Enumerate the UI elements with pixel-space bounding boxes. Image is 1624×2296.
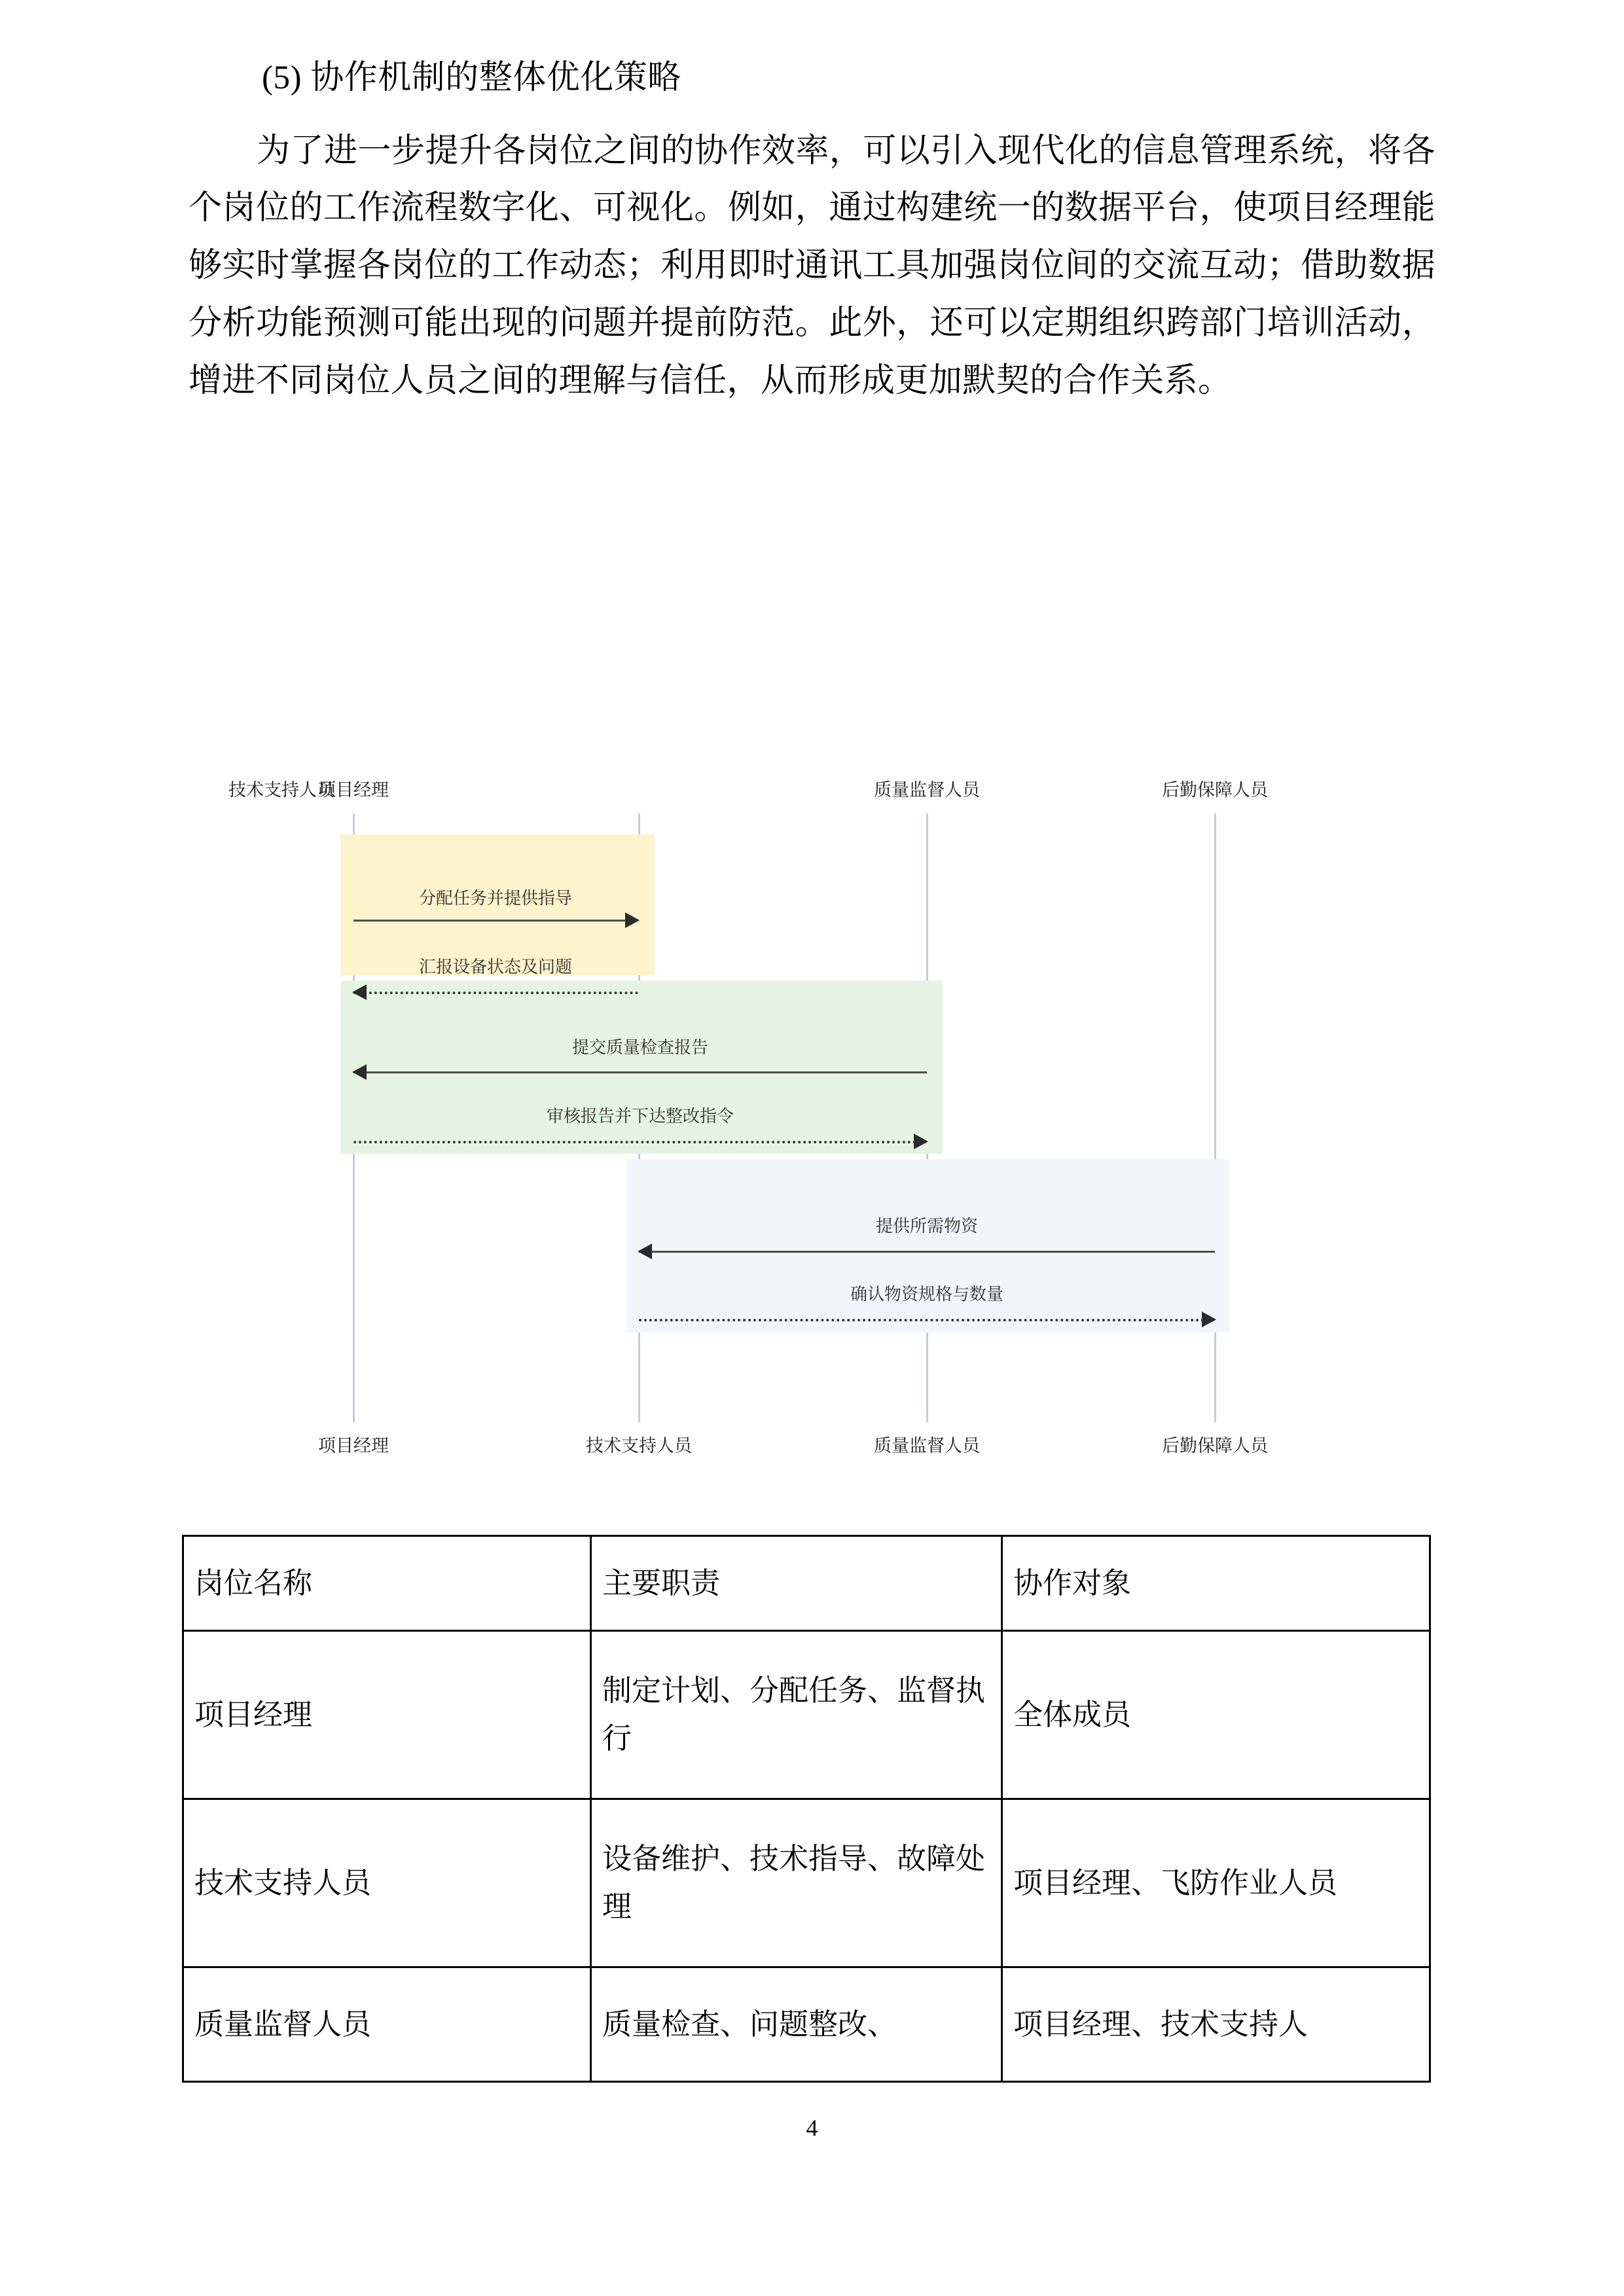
arrow-shaft [639, 1251, 1215, 1253]
arrow-head [625, 912, 640, 928]
arrow-shaft [353, 992, 638, 994]
actor-label-bottom-quality-inspector: 质量监督人员 [874, 1436, 980, 1456]
arrow-head [914, 1134, 928, 1149]
table-header-position: 岗位名称 [183, 1536, 591, 1631]
message-label-confirm-material-spec: 确认物资规格与数量 [850, 1285, 1004, 1304]
arrow-head [638, 1244, 652, 1259]
paragraph-text: 为了进一步提升各岗位之间的协作效率，可以引入现代化的信息管理系统，将各个岗位的工作流程数字化、可视化。例如，通过构建统一的数据平台，使项目经理能够实时掌握各岗位的工作动态；利用即时通讯工具加强岗位间的交流互动；借助数据分析功能预测可能出现的问题并提前防范。此外，还可以定期组织跨部门培训活动，增进不同岗位人员之间的理解与信任，从而形成更加默契的合作关系。 [189, 132, 1435, 399]
table-cell-position: 质量监督人员 [183, 1967, 591, 2082]
table-row [183, 1967, 1430, 2082]
sequence-diagram [228, 776, 1355, 1489]
actor-label-bottom-project-manager: 项目经理 [318, 1436, 389, 1456]
table-cell-duties: 制定计划、分配任务、监督执行 [591, 1631, 1002, 1799]
arrow-shaft [353, 1141, 927, 1143]
table-row [183, 1799, 1430, 1967]
arrow-head [352, 984, 367, 1000]
table-header-duties: 主要职责 [591, 1536, 1002, 1631]
arrow-head [352, 1064, 367, 1080]
table-header-row [183, 1536, 1430, 1631]
table-row [183, 1631, 1430, 1799]
group-block-green [340, 980, 943, 1154]
message-label-submit-quality-report: 提交质量检查报告 [571, 1038, 709, 1058]
arrow-shaft [639, 1319, 1215, 1321]
table-cell-position: 技术支持人员 [183, 1799, 591, 1967]
table-cell-collaborators: 项目经理、飞防作业人员 [1002, 1799, 1430, 1967]
arrow-shaft [353, 1071, 927, 1073]
table-cell-duties: 质量检查、问题整改、 [591, 1967, 1002, 2082]
arrow-shaft [353, 920, 638, 922]
text-block [189, 58, 1435, 410]
actor-label-top-tech-support: 技术支持人员 [228, 780, 334, 800]
table-cell-position: 项目经理 [183, 1631, 591, 1799]
actor-label-bottom-tech-support: 技术支持人员 [586, 1436, 692, 1456]
message-label-supply-materials: 提供所需物资 [875, 1217, 979, 1236]
table-cell-collaborators: 全体成员 [1002, 1631, 1430, 1799]
arrow-head [1202, 1312, 1216, 1327]
page-number: 4 [806, 2115, 818, 2141]
actor-label-top-quality-inspector: 质量监督人员 [874, 780, 980, 800]
message-label-review-report-order-rectification: 审核报告并下达整改指令 [546, 1107, 734, 1126]
message-label-assign-tasks: 分配任务并提供指导 [418, 889, 573, 908]
body-paragraph [189, 123, 1435, 410]
table-cell-duties: 设备维护、技术指导、故障处理 [591, 1799, 1002, 1967]
table-cell-collaborators: 项目经理、技术支持人 [1002, 1967, 1430, 2082]
actor-label-top-logistics: 后勤保障人员 [1162, 780, 1268, 800]
message-label-report-equipment-status: 汇报设备状态及问题 [418, 958, 573, 977]
actor-label-bottom-logistics: 后勤保障人员 [1162, 1436, 1268, 1456]
table-header-collaborators: 协作对象 [1002, 1536, 1430, 1631]
section-heading: (5) 协作机制的整体优化策略 [262, 60, 681, 96]
group-block-blue [627, 1159, 1229, 1333]
actor-label-top-project-manager: 项目经理 [318, 780, 389, 800]
roles-table [182, 1535, 1431, 2083]
